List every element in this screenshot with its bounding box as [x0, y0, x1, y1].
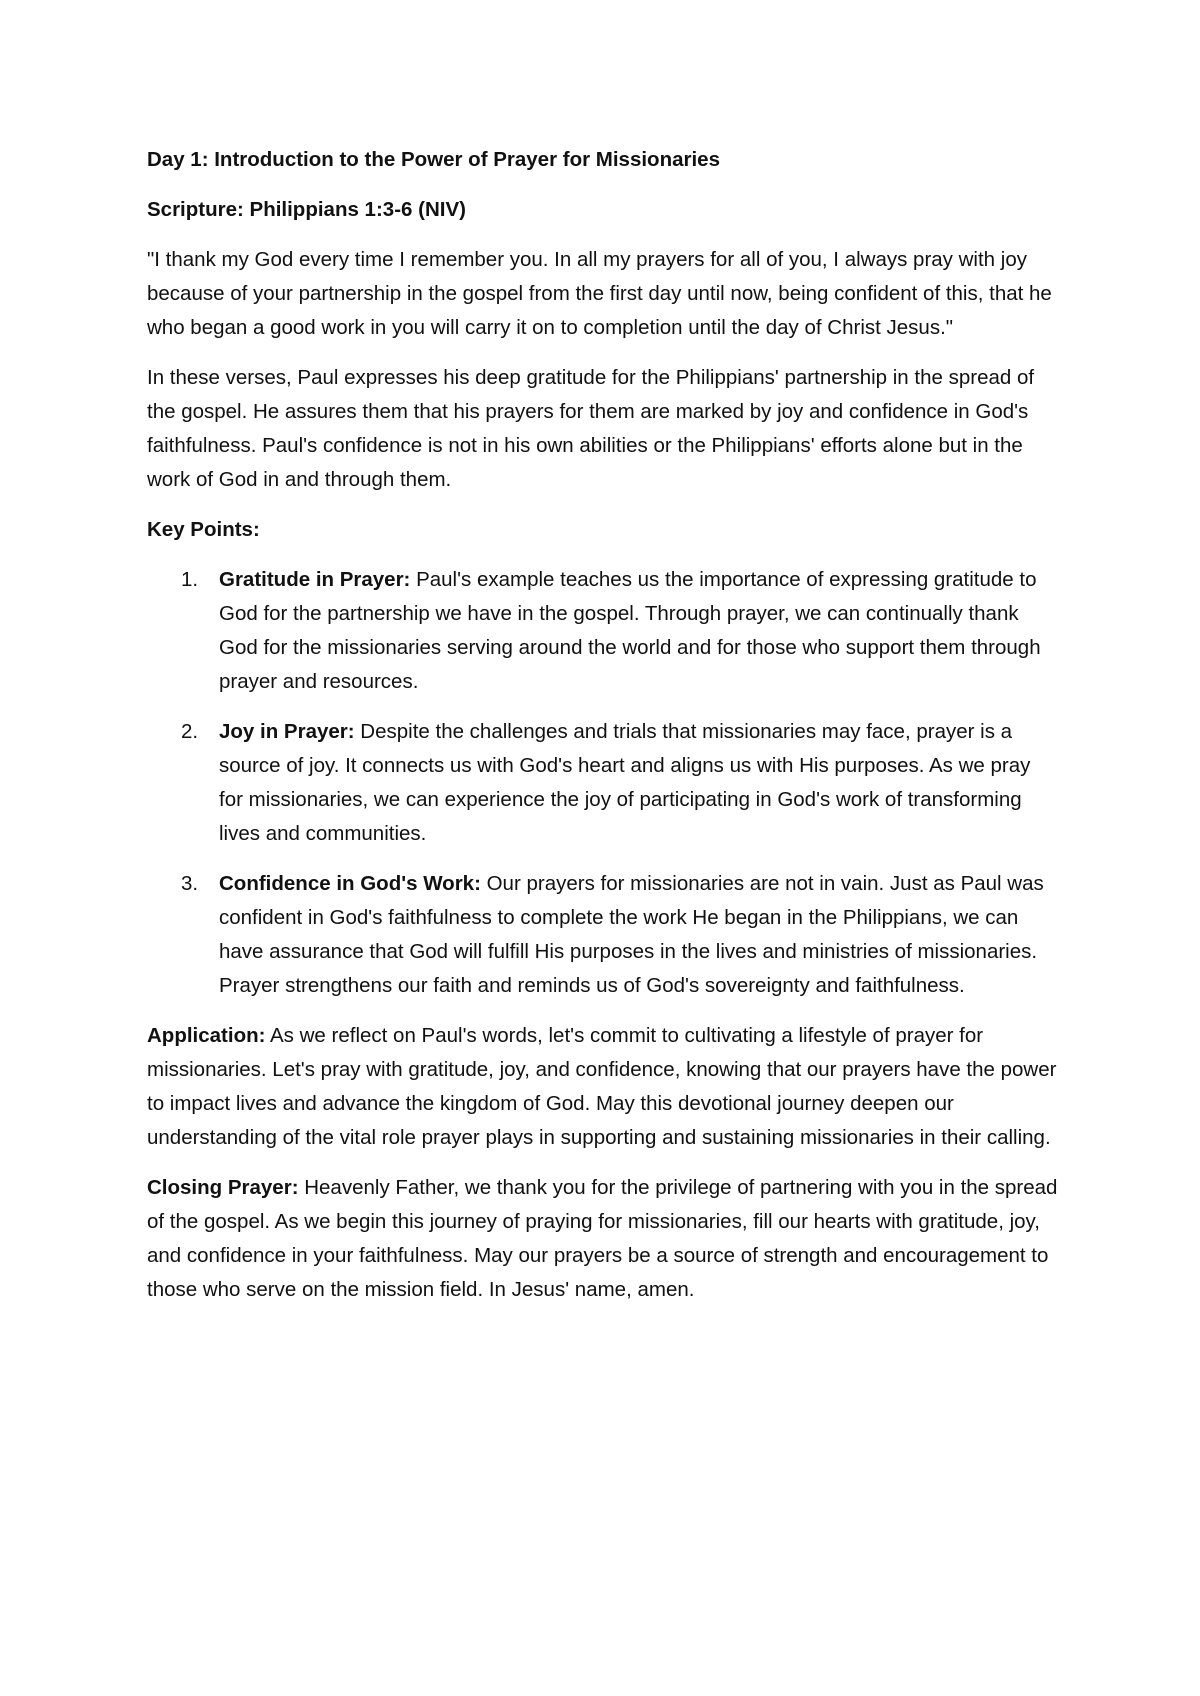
scripture-quote: "I thank my God every time I remember you. In all my prayers for all of you, I always pray with joy because of your partnership in the gospel from the first day until now, being confident of this, that he who began a good work in you will carry it on to completion until the day of Christ Jesus.": [147, 248, 1052, 339]
key-point-lead: Joy in Prayer:: [219, 720, 355, 743]
application-lead: Application:: [147, 1024, 266, 1047]
key-point-text: Paul's example teaches us the importance of expressing gratitude to God for the partnership we have in the gospel. Through prayer, we can continually thank God for the missionaries serving around the world and for those who support them through prayer and resources.: [219, 568, 1041, 693]
key-point-lead: Gratitude in Prayer:: [219, 568, 411, 591]
key-points-list: [147, 563, 1059, 1003]
closing-prayer-paragraph: [147, 1171, 1059, 1307]
key-point-text: Our prayers for missionaries are not in vain. Just as Paul was confident in God's faithfulness to complete the work He began in the Philippians, we can have assurance that God will fulfill His purposes in the lives and ministries of missionaries. Prayer strengthens our faith and reminds us of God's sovereignty and faithfulness.: [219, 872, 1044, 997]
key-points-heading: Key Points:: [147, 518, 260, 541]
key-point-item: [147, 715, 1059, 851]
application-text: As we reflect on Paul's words, let's commit to cultivating a lifestyle of prayer for missionaries. Let's pray with gratitude, joy, and confidence, knowing that our prayers have the power to impact lives and advance the kingdom of God. May this devotional journey deepen our understanding of the vital role prayer plays in supporting and sustaining missionaries in their calling.: [147, 1024, 1057, 1149]
closing-prayer-text: Heavenly Father, we thank you for the privilege of partnering with you in the spread of the gospel. As we begin this journey of praying for missionaries, fill our hearts with gratitude, joy, and confidence in your faithfulness. May our prayers be a source of strength and encouragement to those who serve on the mission field. In Jesus' name, amen.: [147, 1176, 1058, 1301]
key-point-number: 2.: [181, 720, 199, 743]
key-point-lead: Confidence in God's Work:: [219, 872, 481, 895]
scripture-reference: Scripture: Philippians 1:3-6 (NIV): [147, 198, 466, 221]
key-point-item: [147, 867, 1059, 1003]
document-title: Day 1: Introduction to the Power of Prayer for Missionaries: [147, 148, 720, 171]
intro-paragraph: In these verses, Paul expresses his deep gratitude for the Philippians' partnership in the spread of the gospel. He assures them that his prayers for them are marked by joy and confidence in God's faithfulness. Paul's confidence is not in his own abilities or the Philippians' efforts alone but in the work of God in and through them.: [147, 366, 1035, 491]
closing-prayer-lead: Closing Prayer:: [147, 1176, 299, 1199]
key-point-item: [147, 563, 1059, 699]
key-point-text: Despite the challenges and trials that missionaries may face, prayer is a source of joy. It connects us with God's heart and aligns us with His purposes. As we pray for missionaries, we can experience the joy of participating in God's work of transforming lives and communities.: [219, 720, 1031, 845]
document-page: [147, 143, 1059, 1307]
application-paragraph: [147, 1019, 1059, 1155]
key-point-number: 1.: [181, 568, 199, 591]
key-point-number: 3.: [181, 872, 199, 895]
